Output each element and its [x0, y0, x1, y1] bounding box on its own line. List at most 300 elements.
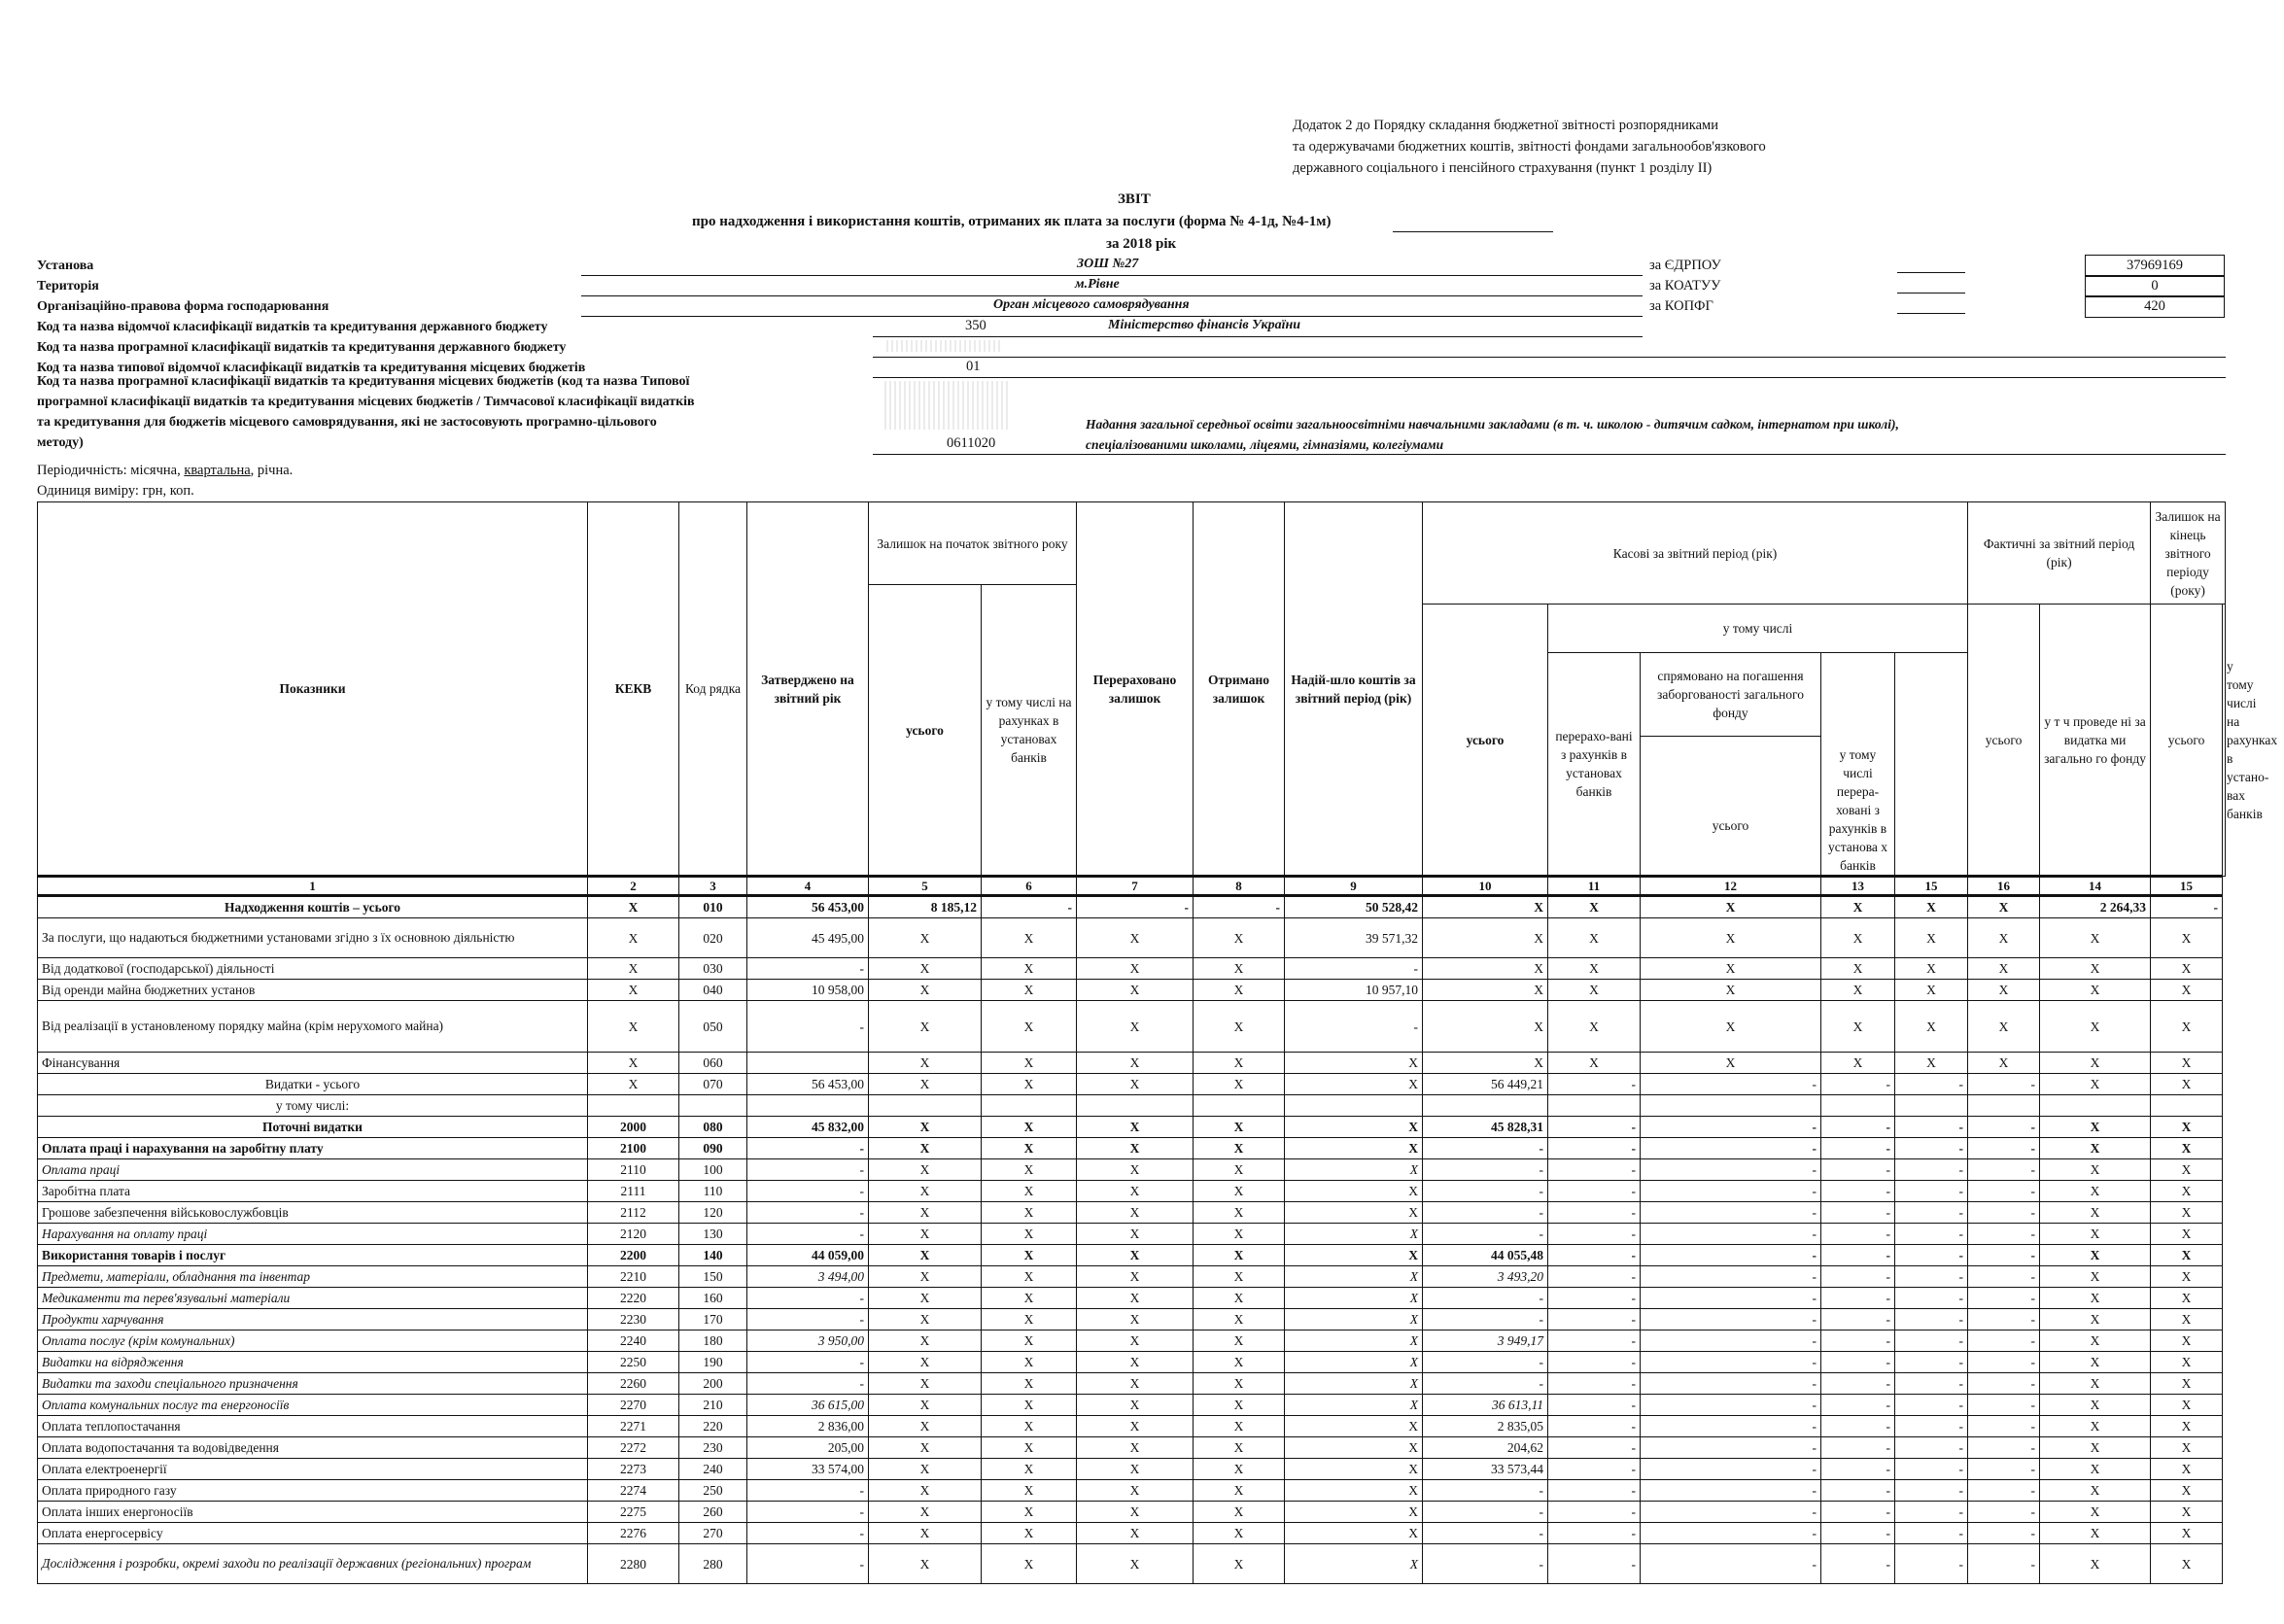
table-cell: - — [1895, 1523, 1968, 1544]
table-cell: 170 — [679, 1309, 747, 1330]
table-cell: 270 — [679, 1523, 747, 1544]
table-cell: 120 — [679, 1202, 747, 1224]
table-cell: X — [1077, 1373, 1194, 1395]
table-cell: 2230 — [588, 1309, 679, 1330]
table-cell: X — [2151, 980, 2223, 1001]
table-cell: - — [1548, 1245, 1641, 1266]
table-cell: X — [982, 1053, 1077, 1074]
subtitle-blank-line — [1393, 231, 1553, 232]
table-cell: - — [1821, 1266, 1895, 1288]
table-cell: - — [1968, 1245, 2040, 1266]
row-indicator-name: Поточні видатки — [38, 1117, 588, 1138]
table-cell: X — [1194, 1138, 1285, 1159]
table-cell: - — [1968, 1523, 2040, 1544]
table-cell: X — [2040, 1138, 2151, 1159]
table-cell: 10 957,10 — [1285, 980, 1423, 1001]
table-cell: X — [2040, 1053, 2151, 1074]
table-cell: X — [869, 1159, 982, 1181]
table-cell: X — [1548, 896, 1641, 918]
row-indicator-name: Використання товарів і послуг — [38, 1245, 588, 1266]
table-cell: - — [1968, 1352, 2040, 1373]
table-cell: X — [588, 980, 679, 1001]
table-cell: X — [1548, 958, 1641, 980]
table-cell: X — [2151, 1437, 2223, 1459]
table-cell: - — [1968, 1181, 2040, 1202]
table-cell: X — [1285, 1181, 1423, 1202]
table-cell: - — [1895, 1181, 1968, 1202]
col-number: 6 — [982, 877, 1077, 896]
kopfg-code: 420 — [2085, 295, 2225, 318]
table-cell: X — [1285, 1202, 1423, 1224]
table-cell: X — [982, 1416, 1077, 1437]
table-cell — [1285, 1095, 1423, 1117]
table-cell: 200 — [679, 1373, 747, 1395]
table-cell: - — [1641, 1224, 1821, 1245]
table-cell: X — [869, 1373, 982, 1395]
table-cell: X — [1285, 1395, 1423, 1416]
table-cell: - — [1548, 1395, 1641, 1416]
table-cell: X — [982, 1181, 1077, 1202]
table-cell: X — [1821, 1001, 1895, 1053]
table-cell: X — [1077, 1181, 1194, 1202]
table-cell: X — [2151, 1480, 2223, 1502]
table-row — [38, 1459, 2226, 1480]
table-cell: - — [1895, 1437, 1968, 1459]
table-cell: 45 832,00 — [747, 1117, 869, 1138]
table-cell: - — [747, 1159, 869, 1181]
table-cell: X — [1077, 1480, 1194, 1502]
typical-code: 01 — [966, 359, 981, 374]
table-cell: X — [1895, 1053, 1968, 1074]
col-inflow-header: Надій-шло коштів за звітний період (рік) — [1285, 502, 1423, 877]
table-cell: X — [982, 1266, 1077, 1288]
table-cell: X — [1194, 1395, 1285, 1416]
table-cell: - — [1423, 1181, 1548, 1202]
table-row — [38, 1395, 2226, 1416]
table-cell — [747, 1095, 869, 1117]
table-cell: 070 — [679, 1074, 747, 1095]
table-cell: X — [869, 1117, 982, 1138]
table-cell: 210 — [679, 1395, 747, 1416]
table-cell — [1641, 1095, 1821, 1117]
table-cell: - — [1548, 1352, 1641, 1373]
table-cell: X — [2040, 1352, 2151, 1373]
col-incl-header: у тому числі — [1548, 605, 1968, 653]
row-indicator-name: Видатки та заходи спеціального призначення — [38, 1373, 588, 1395]
row-indicator-name: Оплата інших енергоносіїв — [38, 1502, 588, 1523]
table-cell: - — [1548, 1117, 1641, 1138]
table-cell: X — [869, 1224, 982, 1245]
table-cell: - — [1968, 1395, 2040, 1416]
table-cell: - — [1285, 1001, 1423, 1053]
table-row — [38, 1373, 2226, 1395]
table-cell: X — [2040, 1224, 2151, 1245]
table-cell: X — [1194, 1266, 1285, 1288]
table-cell: - — [1423, 1502, 1548, 1523]
table-cell: - — [1968, 1373, 2040, 1395]
table-cell: 220 — [679, 1416, 747, 1437]
table-cell: - — [1821, 1330, 1895, 1352]
table-cell: 130 — [679, 1224, 747, 1245]
table-cell — [1895, 1095, 1968, 1117]
table-cell: X — [1968, 896, 2040, 918]
table-cell: X — [1194, 1373, 1285, 1395]
table-cell: X — [869, 1138, 982, 1159]
table-cell: X — [1077, 1437, 1194, 1459]
table-cell: - — [1641, 1159, 1821, 1181]
table-cell: - — [1968, 1138, 2040, 1159]
row-indicator-name: Видатки на відрядження — [38, 1352, 588, 1373]
table-cell: - — [1423, 1480, 1548, 1502]
table-cell: 240 — [679, 1459, 747, 1480]
table-cell: - — [1194, 896, 1285, 918]
table-cell: - — [1641, 1502, 1821, 1523]
table-cell: - — [1641, 1459, 1821, 1480]
table-cell: - — [1548, 1523, 1641, 1544]
table-cell: - — [747, 1480, 869, 1502]
row-indicator-name: Оплата водопостачання та водовідведення — [38, 1437, 588, 1459]
col-be-total-header: усього — [2151, 605, 2223, 877]
table-cell: - — [1548, 1159, 1641, 1181]
table-cell: X — [1077, 1502, 1194, 1523]
table-cell: 2273 — [588, 1459, 679, 1480]
table-cell: - — [747, 1224, 869, 1245]
table-cell: X — [588, 896, 679, 918]
table-cell: - — [1641, 1266, 1821, 1288]
table-cell: - — [1548, 1288, 1641, 1309]
table-cell: X — [2040, 1437, 2151, 1459]
table-cell: - — [1821, 1437, 1895, 1459]
row-indicator-name: Оплата теплопостачання — [38, 1416, 588, 1437]
table-cell: - — [1895, 1245, 1968, 1266]
table-cell: X — [1641, 1001, 1821, 1053]
table-cell: X — [2151, 1459, 2223, 1480]
table-cell: X — [1077, 1544, 1194, 1584]
table-cell: - — [747, 958, 869, 980]
table-cell: - — [1423, 1138, 1548, 1159]
table-cell: 190 — [679, 1352, 747, 1373]
table-cell: - — [1285, 958, 1423, 980]
table-cell: X — [869, 1288, 982, 1309]
table-cell: X — [1285, 1330, 1423, 1352]
table-cell: X — [2151, 1395, 2223, 1416]
table-cell: X — [1821, 980, 1895, 1001]
table-cell: - — [1548, 1373, 1641, 1395]
table-cell: 2112 — [588, 1202, 679, 1224]
table-cell: 080 — [679, 1117, 747, 1138]
table-cell: X — [1194, 1245, 1285, 1266]
col-number: 9 — [1285, 877, 1423, 896]
table-cell: X — [1285, 1309, 1423, 1330]
table-cell: - — [1968, 1416, 2040, 1437]
table-cell: X — [1194, 1053, 1285, 1074]
table-cell: - — [1895, 1309, 1968, 1330]
table-cell: - — [747, 1309, 869, 1330]
table-cell — [588, 1095, 679, 1117]
table-cell: - — [1821, 1074, 1895, 1095]
table-cell: X — [1194, 1352, 1285, 1373]
table-row — [38, 1245, 2226, 1266]
table-cell: - — [2151, 896, 2223, 918]
table-cell: X — [1194, 1480, 1285, 1502]
table-cell: X — [869, 1395, 982, 1416]
table-cell: - — [747, 1502, 869, 1523]
table-cell: 36 613,11 — [1423, 1395, 1548, 1416]
table-cell: - — [1821, 1373, 1895, 1395]
row-indicator-name: Оплата послуг (крім комунальних) — [38, 1330, 588, 1352]
table-cell: X — [1895, 918, 1968, 958]
col-cash-total-header: усього — [1423, 605, 1548, 877]
table-cell: X — [2151, 1416, 2223, 1437]
table-row — [38, 1266, 2226, 1288]
table-cell — [747, 1053, 869, 1074]
table-cell: 50 528,42 — [1285, 896, 1423, 918]
table-cell: - — [1641, 1352, 1821, 1373]
table-cell: - — [1895, 1288, 1968, 1309]
table-cell: X — [1285, 1437, 1423, 1459]
table-cell: X — [1285, 1544, 1423, 1584]
table-cell: X — [2151, 1352, 2223, 1373]
table-cell: 2240 — [588, 1330, 679, 1352]
table-cell: X — [869, 1053, 982, 1074]
table-row — [38, 1330, 2226, 1352]
row-indicator-name: Фінансування — [38, 1053, 588, 1074]
table-cell: 100 — [679, 1159, 747, 1181]
col-transfer-banks-header: перерахо-вані з рахунків в установах банків — [1548, 653, 1641, 877]
table-cell: X — [982, 1437, 1077, 1459]
table-cell: - — [1821, 1309, 1895, 1330]
table-cell: X — [2151, 1544, 2223, 1584]
table-cell: X — [982, 1224, 1077, 1245]
col-balance-end-header: Залишок на кінець звітного періоду (року) — [2151, 502, 2226, 605]
table-row — [38, 1480, 2226, 1502]
table-cell: X — [2040, 1288, 2151, 1309]
table-cell: X — [1194, 1202, 1285, 1224]
table-cell: - — [1821, 1117, 1895, 1138]
table-cell: X — [1285, 1074, 1423, 1095]
table-cell: - — [1895, 1480, 1968, 1502]
table-cell: X — [869, 958, 982, 980]
table-cell — [869, 1095, 982, 1117]
table-cell: - — [1548, 1416, 1641, 1437]
table-cell: - — [1423, 1352, 1548, 1373]
table-cell: - — [1821, 1202, 1895, 1224]
table-cell: X — [1821, 1053, 1895, 1074]
table-cell: X — [1077, 1459, 1194, 1480]
edrpou-label: за ЄДРПОУ — [1649, 258, 1721, 273]
table-cell: X — [1077, 1053, 1194, 1074]
table-cell: - — [1968, 1202, 2040, 1224]
table-cell: 2120 — [588, 1224, 679, 1245]
table-cell: - — [1548, 1459, 1641, 1480]
col-debt-title: спрямовано на погашення заборгованості загального фонду — [1641, 653, 1820, 737]
table-cell: X — [2040, 1480, 2151, 1502]
table-cell: X — [2040, 1159, 2151, 1181]
dept-field — [873, 318, 1643, 337]
table-cell: X — [2151, 1502, 2223, 1523]
table-cell: - — [1821, 1459, 1895, 1480]
table-cell: 030 — [679, 958, 747, 980]
addendum-line: державного соціального і пенсійного страхування (пункт 1 розділу II) — [1293, 160, 1713, 176]
table-row — [38, 1502, 2226, 1523]
table-cell: 2275 — [588, 1502, 679, 1523]
table-row — [38, 1053, 2226, 1074]
table-row — [38, 1437, 2226, 1459]
table-cell: X — [869, 1502, 982, 1523]
table-row — [38, 1352, 2226, 1373]
table-cell: X — [1285, 1138, 1423, 1159]
table-cell: - — [1895, 1395, 1968, 1416]
table-cell: X — [982, 958, 1077, 980]
table-cell: - — [1641, 1117, 1821, 1138]
table-cell: 110 — [679, 1181, 747, 1202]
table-cell: 060 — [679, 1053, 747, 1074]
table-cell: X — [1423, 980, 1548, 1001]
table-cell: X — [982, 1309, 1077, 1330]
table-cell: X — [2040, 1544, 2151, 1584]
table-cell: X — [1194, 1437, 1285, 1459]
row-indicator-name: Надходження коштів – усього — [38, 896, 588, 918]
table-cell: 2260 — [588, 1373, 679, 1395]
table-cell: 2 836,00 — [747, 1416, 869, 1437]
row-indicator-name: Грошове забезпечення військовослужбовців — [38, 1202, 588, 1224]
row-indicator-name: Від оренди майна бюджетних установ — [38, 980, 588, 1001]
table-cell: X — [1641, 1053, 1821, 1074]
table-cell: X — [869, 1544, 982, 1584]
table-cell: - — [1821, 1138, 1895, 1159]
table-cell: 010 — [679, 896, 747, 918]
table-cell: - — [747, 1181, 869, 1202]
table-cell: 160 — [679, 1288, 747, 1309]
table-cell: - — [747, 1288, 869, 1309]
table-cell: X — [1194, 1502, 1285, 1523]
institution-label: Установа — [37, 259, 94, 273]
row-indicator-name: Оплата праці і нарахування на заробітну плату — [38, 1138, 588, 1159]
table-cell: - — [1968, 1502, 2040, 1523]
legal-form-field — [581, 297, 1643, 317]
table-cell: - — [1821, 1288, 1895, 1309]
row-indicator-name: Оплата праці — [38, 1159, 588, 1181]
table-cell: - — [1821, 1395, 1895, 1416]
table-cell: - — [747, 1523, 869, 1544]
col-number: 8 — [1194, 877, 1285, 896]
table-cell: 150 — [679, 1266, 747, 1288]
table-row — [38, 1117, 2226, 1138]
col-bs-banks-header: у тому числі на рахунках в установах банків — [982, 585, 1077, 877]
table-cell: - — [1423, 1544, 1548, 1584]
table-cell: - — [1641, 1416, 1821, 1437]
table-cell: - — [1968, 1288, 2040, 1309]
table-cell: X — [1641, 896, 1821, 918]
table-cell: 180 — [679, 1330, 747, 1352]
table-cell: X — [1077, 980, 1194, 1001]
table-cell: X — [1285, 1480, 1423, 1502]
table-cell: - — [1895, 1074, 1968, 1095]
table-cell: - — [1895, 1159, 1968, 1181]
col-received-header: Отримано залишок — [1194, 502, 1285, 877]
table-cell: X — [1194, 1544, 1285, 1584]
periodicity-selected: квартальна — [184, 463, 251, 478]
table-cell: 3 494,00 — [747, 1266, 869, 1288]
table-cell: X — [2151, 1224, 2223, 1245]
table-cell: X — [1968, 980, 2040, 1001]
table-cell: X — [982, 1480, 1077, 1502]
row-indicator-name: Видатки - усього — [38, 1074, 588, 1095]
table-cell: - — [1641, 1245, 1821, 1266]
col-act-total-header: усього — [1968, 605, 2040, 877]
table-cell: - — [1968, 1480, 2040, 1502]
table-cell: X — [1194, 1330, 1285, 1352]
row-indicator-name: Від додаткової (господарської) діяльності — [38, 958, 588, 980]
table-cell: X — [1077, 1395, 1194, 1416]
addendum-note — [1293, 115, 1766, 179]
table-cell: X — [588, 958, 679, 980]
table-cell: X — [982, 1245, 1077, 1266]
col-be-banks-header: у тому числі на рахунках в устано-вах банків — [2223, 605, 2226, 877]
table-cell: - — [747, 1138, 869, 1159]
table-cell: 56 453,00 — [747, 1074, 869, 1095]
table-cell: X — [1077, 1224, 1194, 1245]
table-cell: X — [869, 1352, 982, 1373]
table-cell: 090 — [679, 1138, 747, 1159]
col-number: 12 — [1641, 877, 1821, 896]
row-indicator-name: Оплата енергосервісу — [38, 1523, 588, 1544]
table-cell: X — [1194, 1117, 1285, 1138]
territory-label: Територія — [37, 279, 99, 294]
table-cell: - — [1821, 1181, 1895, 1202]
table-cell: 280 — [679, 1544, 747, 1584]
table-cell: X — [1077, 1416, 1194, 1437]
table-cell — [1077, 1095, 1194, 1117]
table-cell: X — [2040, 1266, 2151, 1288]
table-cell: - — [1821, 1224, 1895, 1245]
table-cell: 56 449,21 — [1423, 1074, 1548, 1095]
col-number: 7 — [1077, 877, 1194, 896]
table-cell: X — [1194, 1459, 1285, 1480]
table-cell: X — [1194, 958, 1285, 980]
table-cell: X — [2151, 1117, 2223, 1138]
table-cell: - — [1548, 1437, 1641, 1459]
table-cell: X — [982, 1352, 1077, 1373]
table-cell: 2271 — [588, 1416, 679, 1437]
territory-value: м.Рівне — [1075, 277, 1120, 292]
table-cell: X — [1285, 1373, 1423, 1395]
table-cell: X — [1077, 1138, 1194, 1159]
institution-value: ЗОШ №27 — [1077, 257, 1139, 271]
table-cell: X — [1968, 1053, 2040, 1074]
table-cell: X — [1285, 1523, 1423, 1544]
table-cell: - — [1548, 1309, 1641, 1330]
table-cell: 2220 — [588, 1288, 679, 1309]
table-cell: 45 495,00 — [747, 918, 869, 958]
table-cell: - — [747, 1373, 869, 1395]
table-cell: X — [982, 1202, 1077, 1224]
table-cell: 040 — [679, 980, 747, 1001]
table-cell: 8 185,12 — [869, 896, 982, 918]
table-cell: - — [1423, 1288, 1548, 1309]
table-cell: - — [1423, 1523, 1548, 1544]
table-cell: - — [1968, 1437, 2040, 1459]
table-cell: X — [2040, 1395, 2151, 1416]
table-cell: - — [1423, 1309, 1548, 1330]
local-prog-label — [37, 371, 873, 453]
table-cell: X — [2040, 1001, 2151, 1053]
table-cell — [2040, 1095, 2151, 1117]
table-cell: X — [2040, 1373, 2151, 1395]
table-cell: X — [2040, 980, 2151, 1001]
table-cell: X — [869, 1523, 982, 1544]
table-cell: X — [1821, 918, 1895, 958]
